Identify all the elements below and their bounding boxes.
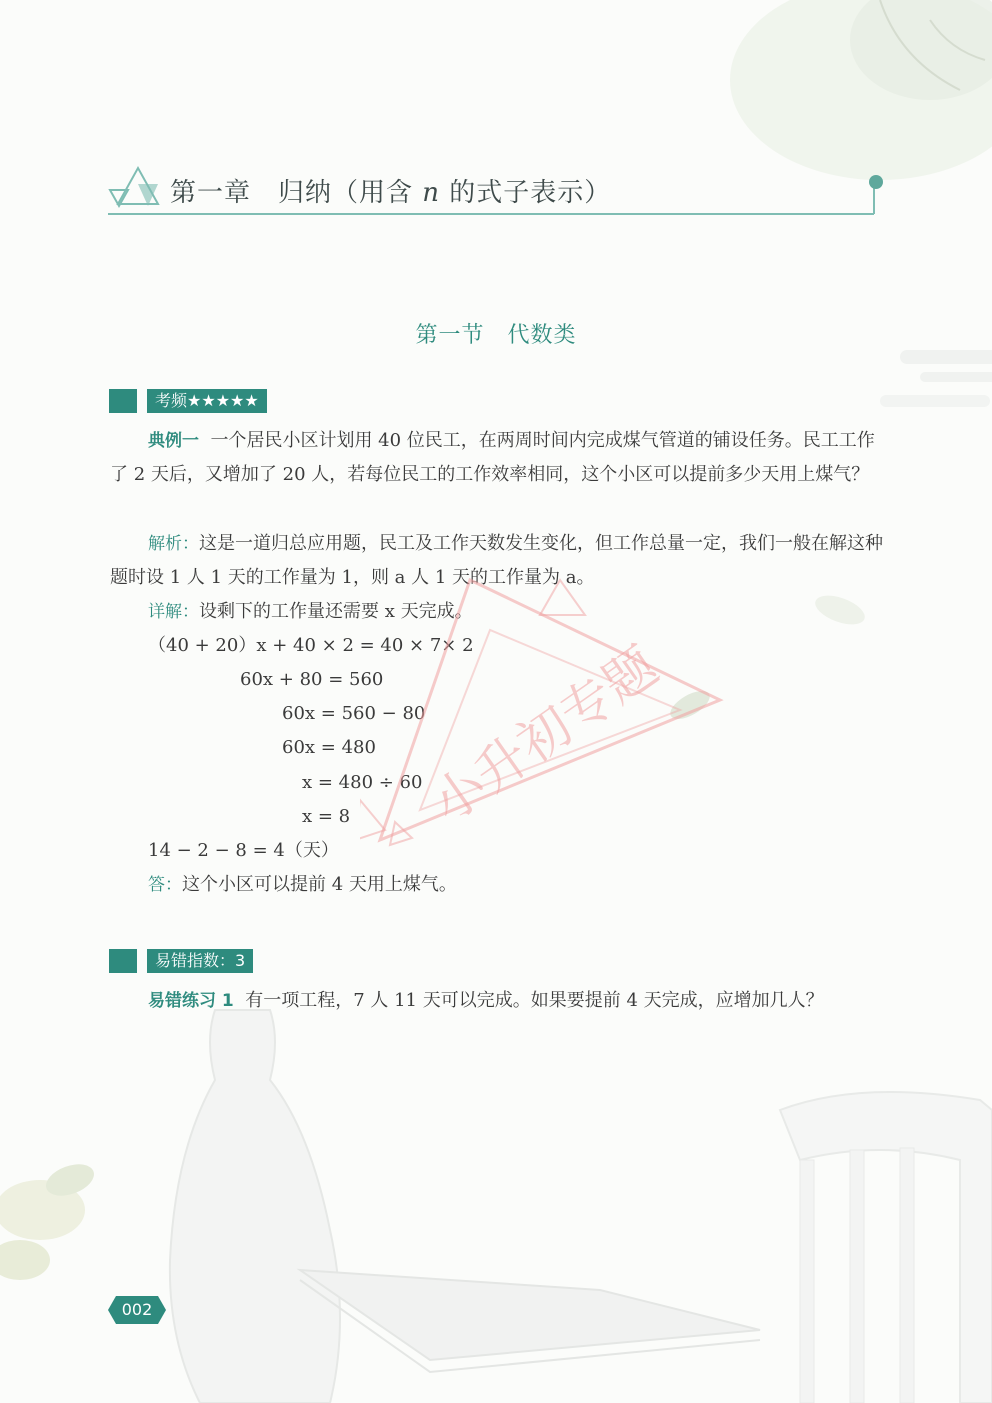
practice-label: 易错练习 1: [148, 991, 234, 1011]
analysis-label: 解析：: [148, 534, 199, 554]
chapter-title: 第一章 归纳（用含 n 的式子表示）: [170, 178, 612, 208]
detail-text: 设剩下的工作量还需要 x 天完成。: [199, 601, 473, 622]
error-index-label: 易错指数：3: [147, 949, 253, 973]
analysis-text: 这是一道归总应用题，民工及工作天数发生变化，但工作总量一定，我们一般在解这种题时设 1 人 1 天的工作量为 1，则 a 人 1 天的工作量为 a。: [110, 533, 883, 588]
example-label: 典例一: [148, 431, 199, 451]
example-text: 一个居民小区计划用 40 位民工，在两周时间内完成煤气管道的铺设任务。民工工作了 2 天后，又增加了 20 人，若每位民工的工作效率相同，这个小区可以提前多少天用上煤气？: [110, 430, 875, 485]
answer-label: 答：: [148, 875, 182, 895]
frequency-tag: [109, 389, 267, 413]
page-number-badge: [108, 1296, 166, 1324]
equation-line: （40 + 20）x + 40 × 2 = 40 × 7× 2: [148, 635, 474, 656]
error-index-tag: [109, 949, 253, 973]
tag-marker: [109, 389, 137, 413]
tag-marker: [109, 949, 137, 973]
frequency-label: 考频★★★★★: [147, 389, 267, 413]
chapter-header: [108, 160, 888, 220]
equation-line: 14 − 2 − 8 = 4（天）: [148, 840, 339, 861]
equation-line: 60x = 560 − 80: [282, 703, 426, 724]
analysis-paragraph: [110, 527, 885, 595]
practice-text: 有一项工程，7 人 11 天可以完成。如果要提前 4 天完成，应增加几人？: [245, 990, 824, 1011]
answer-text: 这个小区可以提前 4 天用上煤气。: [182, 874, 457, 895]
header-underline: [108, 160, 888, 220]
equation-line: 60x = 480: [282, 737, 376, 758]
practice-paragraph: [110, 984, 885, 1018]
equation-line: 60x + 80 = 560: [240, 669, 384, 690]
detail-label: 详解：: [148, 602, 199, 622]
watermark-text: 小升初专题: [421, 636, 670, 835]
page-number: 002: [121, 1300, 153, 1319]
equation-line: x = 8: [302, 806, 351, 827]
answer-paragraph: [148, 868, 848, 902]
equation-line: x = 480 ÷ 60: [302, 772, 423, 793]
example-paragraph: [110, 424, 885, 492]
section-title: 第一节 代数类: [415, 323, 577, 348]
detail-paragraph: [110, 595, 885, 629]
